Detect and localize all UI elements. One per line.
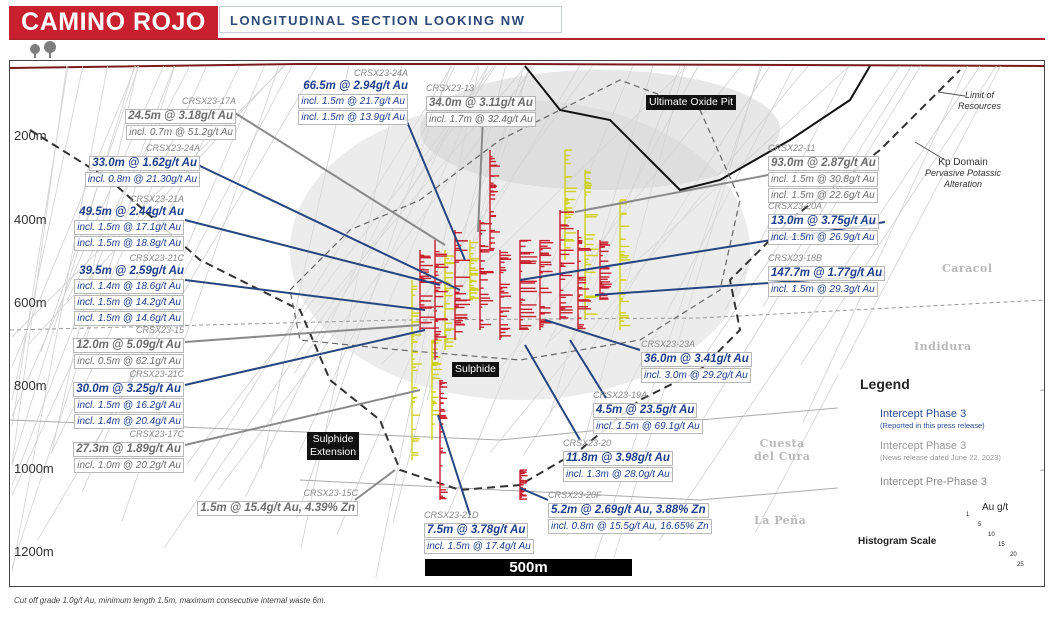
depth-label: 800m <box>14 378 47 393</box>
intercept-label-crsx23-24a-top: CRSX23-24A 66.5m @ 2.94g/t Au incl. 1.5m @ 21.7g/t Au incl. 1.5m @ 13.9g/t Au <box>278 67 408 125</box>
intercept-label-crsx23-21a: CRSX23-21A 49.5m @ 2.44g/t Au incl. 1.5m @ 17.1g/t Au incl. 1.5m @ 18.8g/t Au <box>60 193 184 251</box>
unit-la-pena: La Peña <box>754 514 807 527</box>
legend-item-prephase: Intercept Pre-Phase 3 <box>880 476 988 488</box>
intercept-label-crsx23-19a: CRSX23-19A 4.5m @ 23.5g/t Au incl. 1.5m @ 69.1g/t Au <box>593 389 717 434</box>
intercept-label-crsx23-21c-b: CRSX23-21C 30.0m @ 3.25g/t Au incl. 1.5m @ 16.2g/t Au incl. 1.4m @ 20.4g/t Au <box>60 368 184 429</box>
intercept-label-crsx23-20f: CRSX23-20F 5.2m @ 2.69g/t Au, 3.88% Zn incl. 0.8m @ 15.5g/t Au, 16.65% Zn <box>548 489 738 534</box>
intercept-label-crsx23-17c: CRSX23-17C 27.3m @ 1.89g/t Au incl. 1.0m @ 20.2g/t Au <box>60 428 184 473</box>
intercept-label-crsx23-23a: CRSX23-23A 36.0m @ 3.41g/t Au incl. 3.0m @ 29.2g/t Au <box>641 338 761 383</box>
intercept-label-crsx23-21d: CRSX23-21D 7.5m @ 3.78g/t Au incl. 1.5m @ 17.4g/t Au <box>424 509 548 554</box>
unit-caracol: Caracol <box>942 262 993 275</box>
intercept-label-crsx23-20: CRSX23-20 11.8m @ 3.98g/t Au incl. 1.3m @ 28.0g/t Au <box>563 437 687 482</box>
logo: CAMINO ROJO <box>9 6 218 39</box>
sulphide-extension-label: Sulphide Extension <box>307 432 359 460</box>
intercept-label-crsx23-24a-left: CRSX23-24A 33.0m @ 1.62g/t Au incl. 0.8m @ 21.30g/t Au <box>70 142 200 187</box>
intercept-label-crsx23-15: CRSX23-15 12.0m @ 5.09g/t Au incl. 0.5m @ 62.1g/t Au <box>60 324 184 369</box>
footnote: Cut off grade 1.0g/t Au, minimum length 1.5m, maximum consecutive internal waste 6m. <box>14 596 326 605</box>
limit-of-resources-label: Limit of Resources <box>958 90 1002 111</box>
intercept-label-crsx23-13: CRSX23-13 34.0m @ 3.11g/t Au incl. 1.7m @ 32.4g/t Au <box>426 82 556 127</box>
legend <box>838 370 1040 578</box>
intercept-label-crsx23-20a: CRSX23-20A 13.0m @ 3.75g/t Au incl. 1.5m @ 26.9g/t Au <box>768 200 898 245</box>
unit-cuesta-del-cura: Cuesta del Cura <box>754 437 811 463</box>
legend-title: Legend <box>860 376 910 392</box>
intercept-label-crsx22-11: CRSX22-11 93.0m @ 2.87g/t Au incl. 1.5m @ 30.8g/t Au incl. 1.5m @ 22.6g/t Au <box>768 142 898 203</box>
legend-item-phase3: Intercept Phase 3 (Reported in this press release) <box>880 408 985 430</box>
scale-bar: 500m <box>425 559 632 576</box>
intercept-label-crsx23-21c-a: CRSX23-21C 39.5m @ 2.59g/t Au incl. 1.4m @ 18.6g/t Au incl. 1.5m @ 14.2g/t Au incl. 1.5m @ 14.6g/t Au <box>60 252 184 326</box>
depth-label: 200m <box>14 128 47 143</box>
kp-domain-label: Kp Domain Pervasive Potassic Alteration <box>925 157 1002 189</box>
ultimate-pit-label: Ultimate Oxide Pit <box>646 95 736 110</box>
tree-icon <box>30 41 56 58</box>
legend-item-phase3-june: Intercept Phase 3 (News release dated June 22, 2023) <box>880 440 1001 462</box>
intercept-label-crsx23-15c: CRSX23-15C 1.5m @ 15.4g/t Au, 4.39% Zn <box>186 487 358 516</box>
histogram-unit: Au g/t <box>982 502 1009 513</box>
sulphide-label: Sulphide <box>452 362 499 377</box>
depth-label: 600m <box>14 295 47 310</box>
histogram-scale-label: Histogram Scale <box>858 536 937 547</box>
unit-indidura: Indidura <box>914 340 972 353</box>
intercept-label-crsx23-18b: CRSX23-18B 147.7m @ 1.77g/t Au incl. 1.5m @ 29.3g/t Au <box>768 252 898 297</box>
histogram-tick: 10 <box>988 532 995 538</box>
histogram-tick: 1 <box>966 512 970 518</box>
depth-label: 1200m <box>14 544 54 559</box>
histogram-tick: 25 <box>1017 562 1024 568</box>
intercept-label-crsx23-17a: CRSX23-17A 24.5m @ 3.18g/t Au incl. 0.7m @ 51.2g/t Au <box>124 95 236 140</box>
histogram-tick: 20 <box>1010 552 1017 558</box>
histogram-tick: 5 <box>978 522 982 528</box>
depth-label: 400m <box>14 212 47 227</box>
histogram-tick: 15 <box>998 542 1005 548</box>
section-title: LONGITUDINAL SECTION LOOKING NW <box>219 6 562 33</box>
depth-label: 1000m <box>14 461 54 476</box>
